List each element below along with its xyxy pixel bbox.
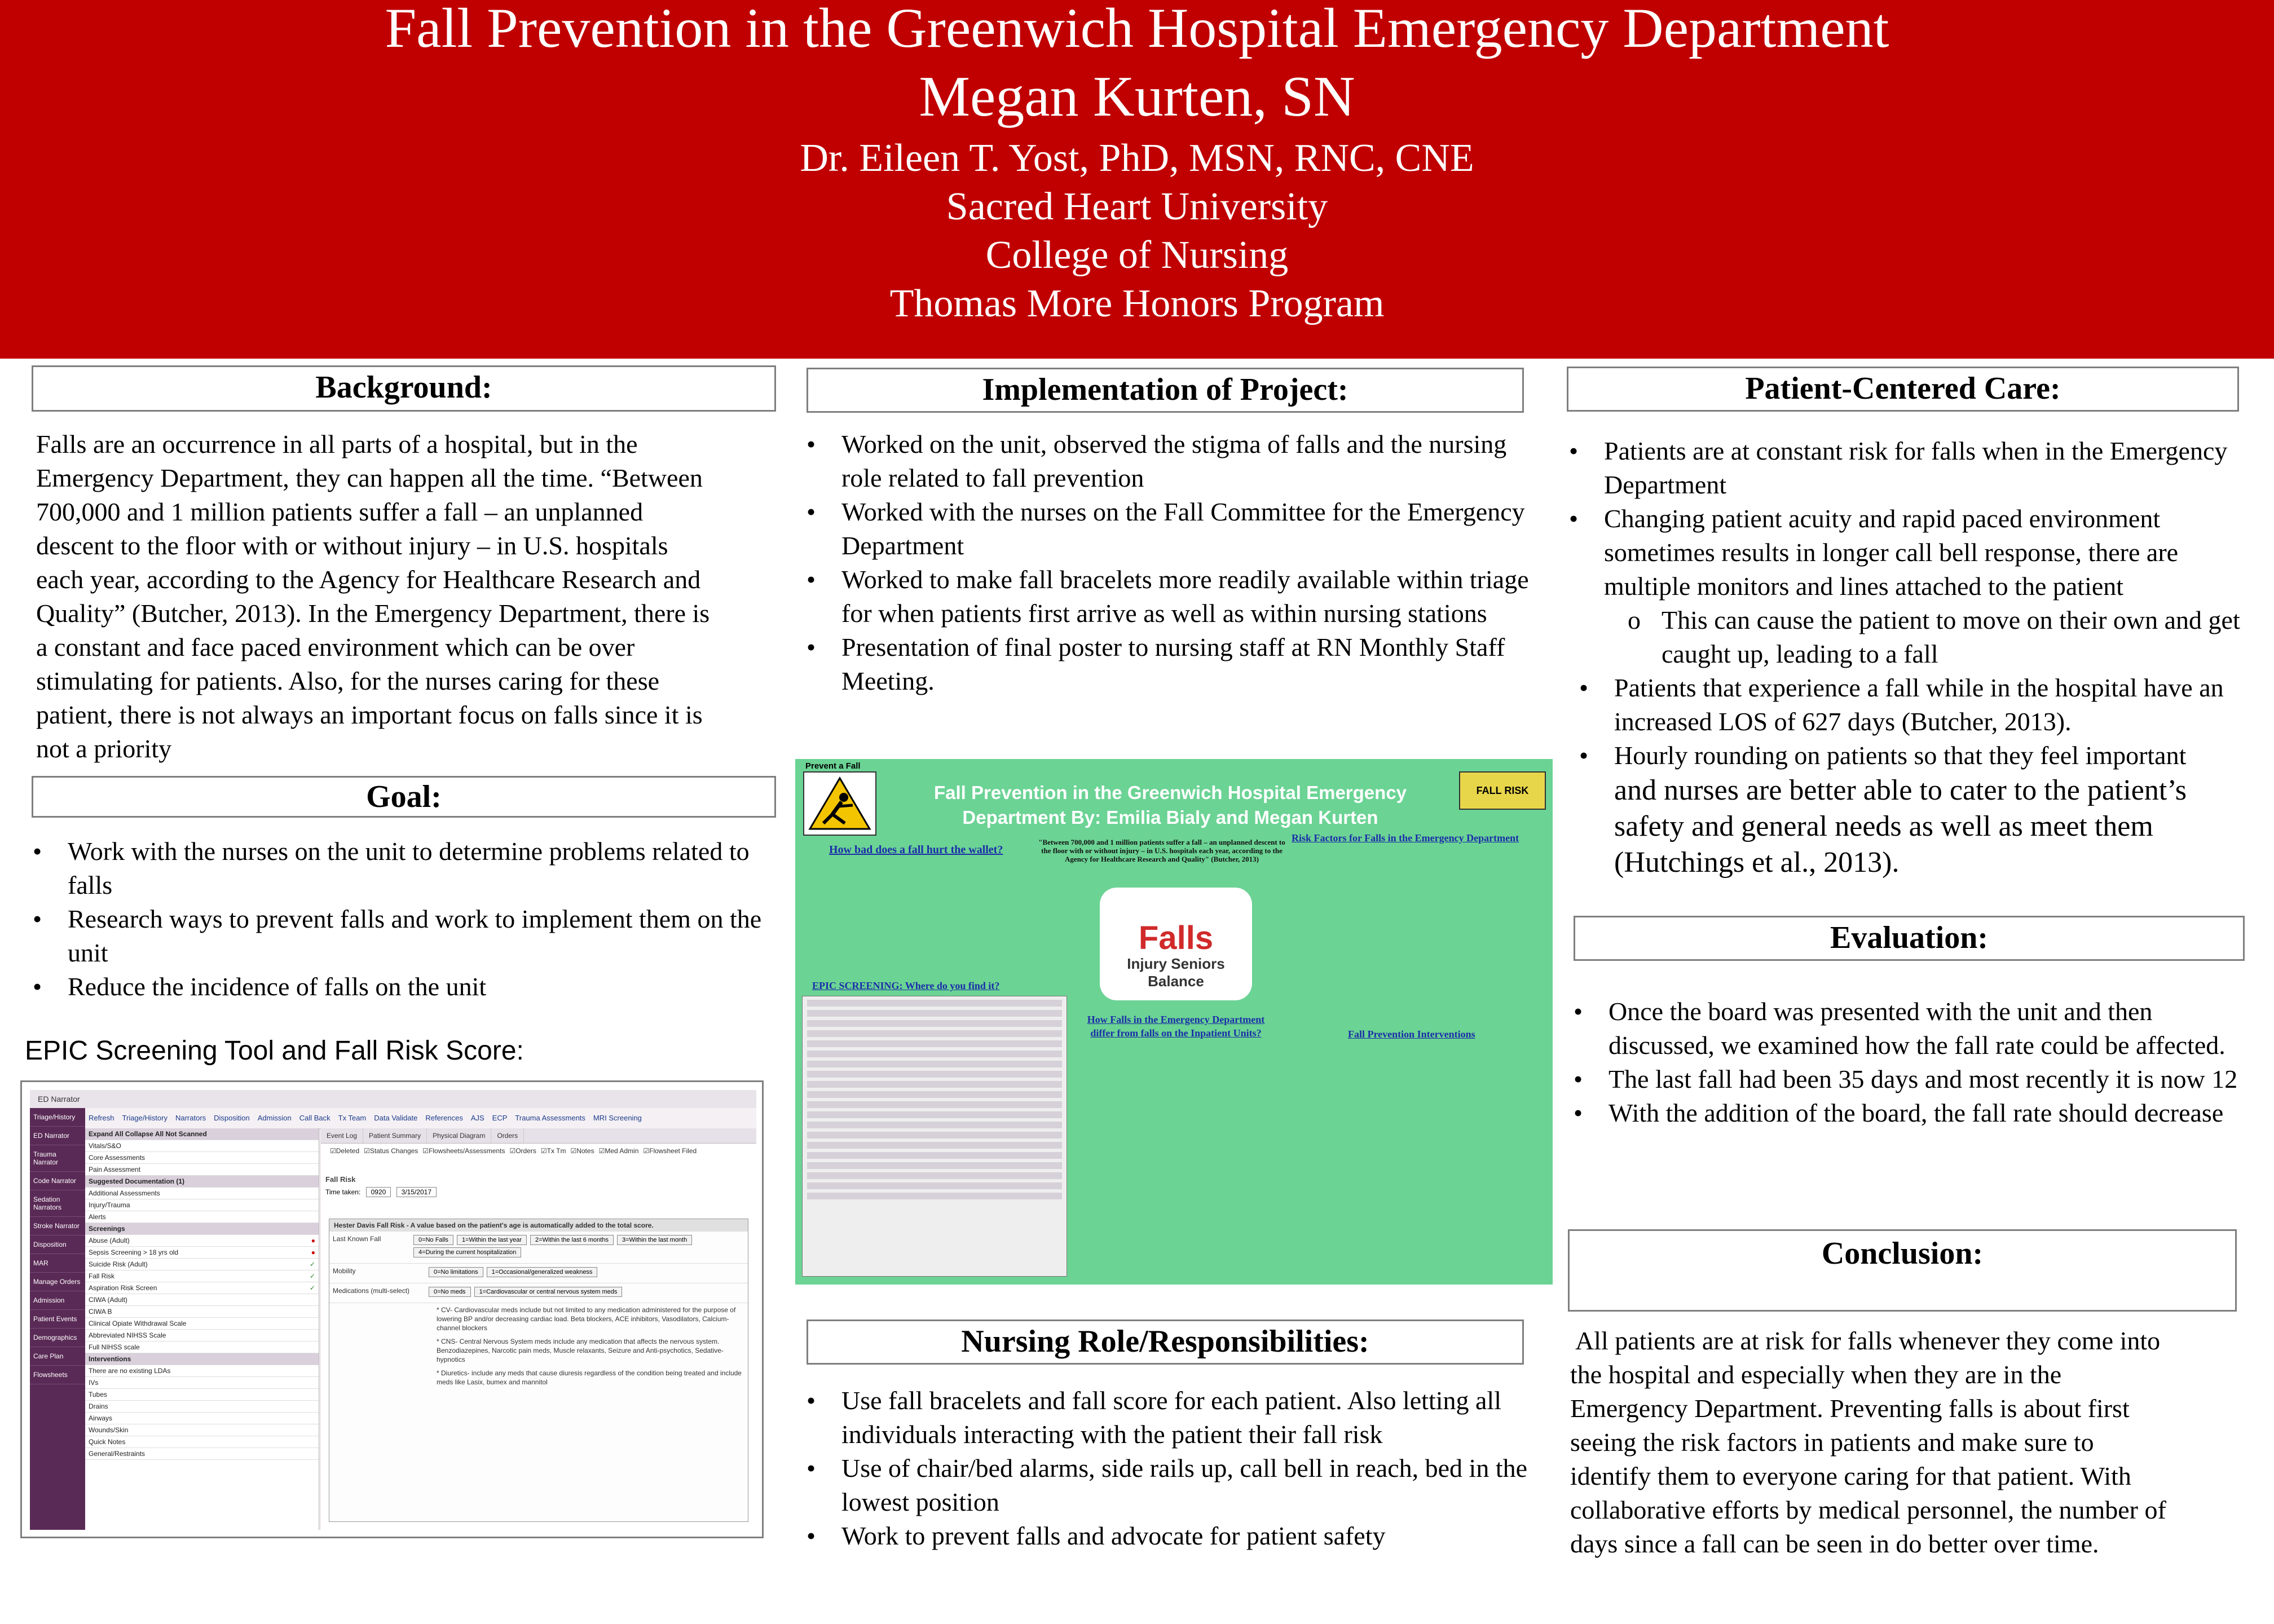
patient-care-subitem: o This can cause the patient to move on their own and get caught up, leading to a fall (1569, 603, 2246, 671)
epic-nav-item[interactable]: Trauma Narrator (30, 1145, 85, 1172)
patient-care-item: • Patients that experience a fall while in the hospital have an increased LOS of 627 days (Butcher, 2013). (1579, 671, 2246, 739)
epic-filter-label: Notes (576, 1147, 594, 1155)
fall-risk-row-label: Mobility (333, 1267, 356, 1275)
epic-list-item[interactable]: Full NIHSS scale (85, 1341, 319, 1353)
epic-list-item[interactable]: Pain Assessment (85, 1164, 319, 1176)
epic-filter-label: Med Admin (605, 1147, 639, 1155)
fall-risk-option-button[interactable]: 1=Within the last year (457, 1235, 527, 1245)
epic-filter-label: Tx Tm (547, 1147, 566, 1155)
thumb-heading-ed-vs-inpatient: How Falls in the Emergency Department differ from falls on the Inpatient Units? (1087, 1014, 1265, 1039)
time-taken-row (321, 1186, 756, 1198)
evaluation-item: • The last fall had been 35 days and most recently it is now 12 (1574, 1062, 2245, 1096)
fall-risk-options (413, 1235, 744, 1260)
epic-tab[interactable]: Orders (491, 1128, 524, 1143)
poster-thumbnail (795, 759, 1553, 1285)
epic-toolbar-button[interactable]: MRI Screening (593, 1114, 642, 1122)
background-line: stimulating for patients. Also, for the nurses caring for these (36, 667, 660, 695)
evaluation-list (1574, 995, 2245, 1130)
med-note: * Diuretics- include any meds that cause diuresis regardless of the condition being treated and include meds like Lasix, bumex and mannitol (437, 1369, 742, 1386)
med-note: * CV- Cardiovascular meds include but not limited to any medication administered for the purpose of lowering BP and/or decreasing cardiac load. Beta blockers, ACE inhibitors, Vasodilators, Calcium-channel blockers (437, 1306, 736, 1332)
implementation-item: • Presentation of final poster to nursing staff at RN Monthly Staff Meeting. (807, 630, 1540, 698)
evaluation-item: • Once the board was presented with the unit and then discussed, we examined how the fall rate could be affected. (1574, 995, 2245, 1062)
time-taken-label: Time taken: (325, 1188, 361, 1196)
logo-label: Prevent a Fall (805, 761, 861, 771)
epic-nav-item[interactable]: ED Narrator (30, 1127, 85, 1145)
checkbox-icon[interactable]: ☑ (643, 1147, 650, 1155)
fall-risk-option-button[interactable]: 0=No Falls (413, 1235, 453, 1245)
epic-list-item[interactable]: There are no existing LDAs (85, 1365, 319, 1377)
conclusion-line: identify them to everyone caring for that patient. With (1570, 1462, 2131, 1490)
fall-risk-option-button[interactable]: 3=Within the last month (617, 1235, 692, 1245)
epic-list-item[interactable]: IVs (85, 1377, 319, 1389)
conclusion-line: Emergency Department. Preventing falls is about first (1570, 1394, 2130, 1423)
fall-risk-row-label: Last Known Fall (333, 1235, 381, 1243)
background-text (36, 427, 781, 766)
epic-toolbar-button[interactable]: Call Back (299, 1114, 330, 1122)
background-line: not a priority (36, 734, 172, 763)
epic-list-item[interactable]: Suggested Documentation (1) (85, 1176, 319, 1188)
epic-list-item[interactable]: Sepsis Screening > 18 yrs old ● (85, 1247, 319, 1259)
thumb-epic-screenshot (802, 996, 1067, 1277)
word-cloud-main: Falls (1138, 920, 1214, 956)
epic-toolbar-button[interactable]: Tx Team (338, 1114, 367, 1122)
epic-list-item[interactable]: Suicide Risk (Adult) ✓ (85, 1259, 319, 1270)
conclusion-line: All patients are at risk for falls whenever they come into (1570, 1326, 2161, 1355)
author-name: Megan Kurten, SN (919, 65, 1355, 129)
epic-list-item[interactable]: Clinical Opiate Withdrawal Scale (85, 1318, 319, 1330)
epic-nav-item[interactable]: Flowsheets (30, 1366, 85, 1384)
nursing-heading: Nursing Role/Responsibilities: (807, 1320, 1524, 1365)
epic-nav-item[interactable]: Sedation Narrators (30, 1190, 85, 1217)
epic-window-title: ED Narrator (38, 1095, 80, 1104)
epic-filter-label: Flowsheets/Assessments (429, 1147, 505, 1155)
epic-toolbar (85, 1108, 756, 1129)
advisor: Dr. Eileen T. Yost, PhD, MSN, RNC, CNE (800, 136, 1474, 180)
conclusion-heading: Conclusion: (1568, 1229, 2237, 1312)
epic-filter-label: Flowsheet Filed (649, 1147, 697, 1155)
fall-risk-row (329, 1264, 748, 1283)
epic-event-panel (321, 1128, 756, 1530)
epic-list-item[interactable]: Screenings (85, 1223, 319, 1235)
time-taken-field[interactable]: 0920 (366, 1187, 391, 1197)
program: Thomas More Honors Program (889, 282, 1385, 325)
epic-list-item[interactable]: General/Restraints (85, 1448, 319, 1460)
implementation-item: • Worked with the nurses on the Fall Committee for the Emergency Department (807, 495, 1540, 563)
date-field[interactable]: 3/15/2017 (396, 1187, 437, 1197)
prevent-fall-logo (803, 761, 876, 836)
university: Sacred Heart University (946, 185, 1328, 228)
fall-risk-badge: FALL RISK (1459, 771, 1546, 810)
goal-item: • Research ways to prevent falls and work to implement them on the unit (33, 902, 777, 970)
conclusion-line: the hospital and especially when they are in the (1570, 1360, 2062, 1389)
epic-list-item[interactable]: Expand All Collapse All Not Scanned (85, 1128, 319, 1140)
college: College of Nursing (985, 233, 1289, 277)
background-line: descent to the floor with or without injury – in U.S. hospitals (36, 531, 668, 560)
background-line: each year, according to the Agency for Healthcare Research and (36, 565, 701, 594)
nursing-item: • Use fall bracelets and fall score for each patient. Also letting all individuals interacting with the patient their fall risk (807, 1384, 1540, 1451)
patient-care-item: • Changing patient acuity and rapid paced environment sometimes results in longer call bell response, there are multiple monitors and lines attached to the patient (1569, 502, 2246, 603)
epic-list-item[interactable]: Wounds/Skin (85, 1424, 319, 1436)
epic-list-item[interactable]: CIWA (Adult) (85, 1294, 319, 1306)
background-line: Falls are an occurrence in all parts of a hospital, but in the (36, 430, 638, 458)
thumb-heading-risk: Risk Factors for Falls in the Emergency Department (1292, 832, 1519, 844)
epic-list-item[interactable]: Injury/Trauma (85, 1199, 319, 1211)
fall-risk-options (429, 1287, 625, 1299)
patient-care-heading: Patient-Centered Care: (1567, 367, 2239, 412)
falling-person-icon (804, 773, 875, 835)
conclusion-line: seeing the risk factors in patients and make sure to (1570, 1428, 2094, 1457)
thumbnail-title: Fall Prevention in the Greenwich Hospital Emergency Department By: Emilia Bialy and Megan Kurten (933, 782, 1407, 828)
thumb-heading-interventions: Fall Prevention Interventions (1348, 1029, 1475, 1040)
background-line: patient, there is not always an important focus on falls since it is (36, 700, 703, 729)
epic-toolbar-button[interactable]: Data Validate (374, 1114, 418, 1122)
goal-list (33, 835, 777, 1004)
epic-nav-item[interactable]: Demographics (30, 1329, 85, 1347)
title-banner (0, 0, 2274, 359)
checkbox-icon[interactable]: ☑ (330, 1147, 336, 1155)
epic-tab[interactable]: Patient Summary (363, 1128, 427, 1143)
fall-risk-form-header: Hester Davis Fall Risk - A value based on the patient's age is automatically added to the total score. (329, 1219, 748, 1232)
epic-nav-item[interactable]: Disposition (30, 1235, 85, 1254)
poster-title: Fall Prevention in the Greenwich Hospital Emergency Department (385, 0, 1889, 59)
epic-nav-item[interactable]: Manage Orders (30, 1273, 85, 1291)
fall-risk-option-button[interactable]: 4=During the current hospitalization (413, 1247, 521, 1257)
nursing-item: • Use of chair/bed alarms, side rails up, call bell in reach, bed in the lowest position (807, 1451, 1540, 1519)
epic-filter-label: Status Changes (369, 1147, 418, 1155)
background-line: Quality” (Butcher, 2013). In the Emergency Department, there is (36, 599, 710, 628)
checkbox-icon[interactable]: ☑ (598, 1147, 605, 1155)
epic-toolbar-button[interactable]: Triage/History (122, 1114, 168, 1122)
epic-nav-item[interactable]: Admission (30, 1291, 85, 1310)
med-note: * CNS- Central Nervous System meds include any medication that affects the nervous system. Benzodiazepines, Narcotic pain meds, Muscle relaxants, Seizure and Anti-psychotics, Sedative-hypnotics (437, 1338, 724, 1363)
evaluation-item: • With the addition of the board, the fall rate should decrease (1574, 1096, 2245, 1130)
epic-list-item[interactable]: Alerts (85, 1211, 319, 1223)
epic-list-item[interactable]: Aspiration Risk Screen ✓ (85, 1282, 319, 1294)
epic-nav-item[interactable]: Code Narrator (30, 1172, 85, 1190)
epic-nav-item[interactable]: Triage/History (30, 1108, 85, 1127)
fall-risk-title: Fall Risk (325, 1175, 356, 1184)
fall-risk-row (329, 1283, 748, 1303)
fall-risk-option-button[interactable]: 1=Occasional/generalized weakness (487, 1267, 598, 1277)
patient-care-list (1569, 434, 2246, 881)
epic-list-item[interactable]: Tubes (85, 1389, 319, 1401)
conclusion-line: days since a fall can be seen in do better over time. (1570, 1529, 2099, 1558)
rounding-text-a: Hourly rounding on patients so that they feel important (1614, 741, 2187, 770)
background-heading: Background: (32, 365, 776, 412)
word-cloud-sub: Injury Seniors Balance (1127, 955, 1225, 990)
epic-tab[interactable]: Event Log (321, 1128, 363, 1143)
patient-care-item: • Patients are at constant risk for falls when in the Emergency Department (1569, 434, 2246, 502)
epic-titlebar (30, 1090, 756, 1109)
epic-list-item[interactable]: Abbreviated NIHSS Scale (85, 1330, 319, 1341)
epic-toolbar-button[interactable]: Disposition (214, 1114, 250, 1122)
epic-list-item[interactable]: Core Assessments (85, 1152, 319, 1164)
epic-toolbar-button[interactable]: References (425, 1114, 463, 1122)
checkbox-icon[interactable]: ☑ (422, 1147, 429, 1155)
thumb-heading-epic: EPIC SCREENING: Where do you find it? (812, 980, 1000, 991)
epic-toolbar-button[interactable]: Refresh (89, 1114, 114, 1122)
nursing-item: • Work to prevent falls and advocate for patient safety (807, 1519, 1540, 1553)
implementation-list (807, 427, 1540, 698)
fall-risk-options (429, 1267, 601, 1279)
fall-risk-row-label: Medications (multi-select) (333, 1287, 410, 1295)
epic-nav-item[interactable]: MAR (30, 1254, 85, 1273)
goal-item: • Reduce the incidence of falls on the unit (33, 970, 777, 1004)
epic-tab[interactable]: Physical Diagram (427, 1128, 491, 1143)
implementation-item: • Worked on the unit, observed the stigma of falls and the nursing role related to fall prevention (807, 427, 1540, 495)
background-line: a constant and face paced environment which can be over (36, 633, 635, 661)
checkbox-icon[interactable]: ☑ (364, 1147, 370, 1155)
thumb-heading-cost: How bad does a fall hurt the wallet? (829, 844, 1003, 856)
epic-list-item[interactable]: Interventions (85, 1353, 319, 1365)
background-line: 700,000 and 1 million patients suffer a fall – an unplanned (36, 497, 644, 526)
epic-left-nav (30, 1108, 85, 1530)
epic-show-filters (321, 1144, 756, 1158)
epic-list-item[interactable]: CIWA B (85, 1306, 319, 1318)
epic-toolbar-button[interactable]: Trauma Assessments (515, 1114, 585, 1122)
epic-caption: EPIC Screening Tool and Fall Risk Score: (25, 1036, 524, 1066)
word-cloud (1100, 888, 1252, 1000)
checkbox-icon[interactable]: ☑ (570, 1147, 577, 1155)
epic-toolbar-button[interactable]: Narrators (175, 1114, 206, 1122)
epic-toolbar-button[interactable]: AJS (470, 1114, 484, 1122)
epic-nav-item[interactable]: Care Plan (30, 1347, 85, 1366)
epic-toolbar-button[interactable]: ECP (492, 1114, 508, 1122)
evaluation-heading: Evaluation: (1574, 916, 2245, 961)
fall-risk-option-button[interactable]: 0=No meds (429, 1287, 471, 1297)
epic-filter-label: Deleted (336, 1147, 360, 1155)
epic-list-item[interactable]: Airways (85, 1413, 319, 1424)
conclusion-text (1570, 1324, 2247, 1561)
epic-list-item[interactable]: Vitals/S&O (85, 1140, 319, 1152)
epic-nav-item[interactable]: Patient Events (30, 1310, 85, 1329)
fall-risk-option-button[interactable]: 1=Cardiovascular or central nervous system meds (474, 1287, 623, 1297)
epic-window (30, 1090, 756, 1530)
epic-list-item[interactable]: Additional Assessments (85, 1188, 319, 1199)
thumb-quote: "Between 700,000 and 1 million patients suffer a fall – an unplanned descent to the floor with or without injury – in U.S. hospitals each year, according to the Agency for Healthcare Research and Quality" (Butcher, 2013) (1038, 838, 1285, 863)
implementation-heading: Implementation of Project: (807, 368, 1524, 413)
epic-list-item[interactable]: Quick Notes (85, 1436, 319, 1448)
nursing-list (807, 1384, 1540, 1553)
implementation-item: • Worked to make fall bracelets more readily available within triage for when patients first arrive as well as within nursing stations (807, 563, 1540, 630)
fall-risk-option-button[interactable]: 2=Within the last 6 months (530, 1235, 614, 1245)
epic-list-item[interactable]: Drains (85, 1401, 319, 1413)
epic-list-item[interactable]: Fall Risk ✓ (85, 1270, 319, 1282)
conclusion-line: collaborative efforts by medical personnel, the number of (1570, 1495, 2166, 1524)
epic-navigator-list (85, 1128, 319, 1530)
epic-list-item[interactable]: Abuse (Adult) ● (85, 1235, 319, 1247)
goal-item: • Work with the nurses on the unit to determine problems related to falls (33, 835, 777, 902)
epic-toolbar-button[interactable]: Admission (257, 1114, 292, 1122)
fall-risk-option-button[interactable]: 0=No limitations (429, 1267, 483, 1277)
checkbox-icon[interactable]: ☑ (509, 1147, 516, 1155)
fall-risk-form (329, 1219, 748, 1522)
epic-tabs (321, 1128, 756, 1144)
rounding-text-b: and nurses are better able to cater to the patient’s safety and general needs as well as meet them (Hutchings et al., 2013). (1614, 774, 2187, 879)
epic-nav-item[interactable]: Stroke Narrator (30, 1217, 85, 1235)
epic-screenshot (20, 1080, 764, 1538)
background-line: Emergency Department, they can happen all the time. “Between (36, 464, 703, 492)
epic-filter-label: Orders (515, 1147, 536, 1155)
checkbox-icon[interactable]: ☑ (540, 1147, 547, 1155)
goal-heading: Goal: (32, 776, 776, 818)
fall-risk-row (329, 1232, 748, 1264)
patient-care-item (1579, 739, 2246, 881)
